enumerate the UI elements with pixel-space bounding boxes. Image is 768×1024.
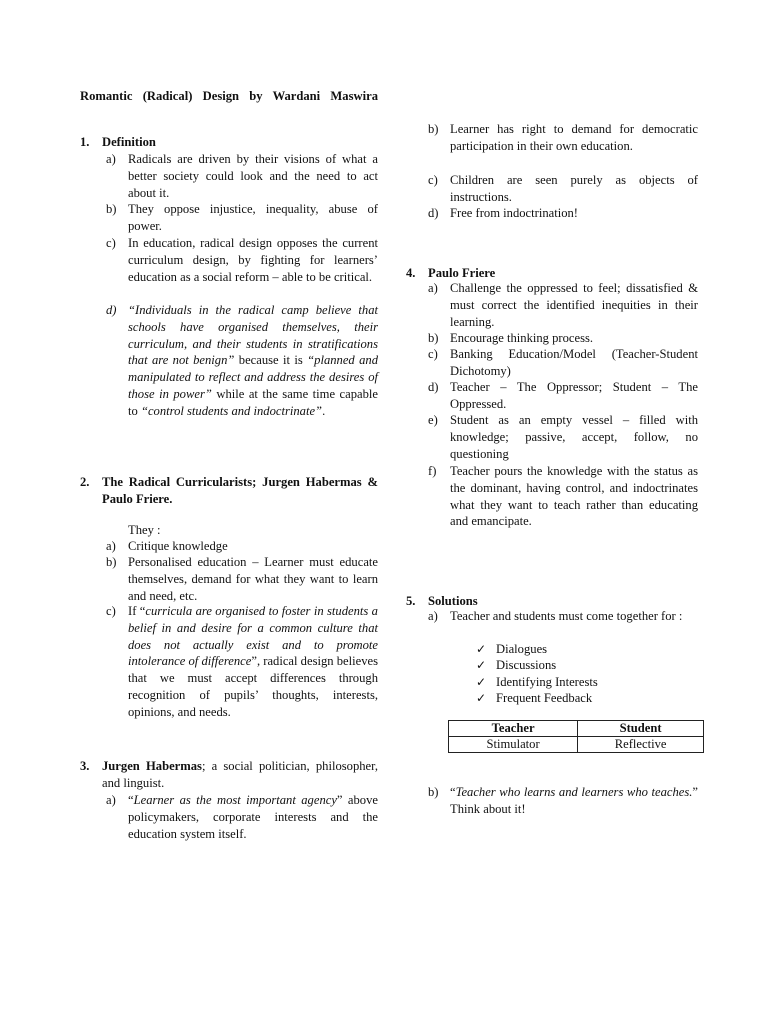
- s2-item-a-label: a): [106, 539, 116, 553]
- table-header-teacher: Teacher: [449, 721, 578, 737]
- s4-item-d-text: Teacher – The Oppressor; Student – The Oppressed.: [450, 380, 698, 411]
- s2-intro: They :: [128, 523, 161, 537]
- section-2-heading: [80, 474, 378, 508]
- section-4-number: 4.: [406, 266, 416, 280]
- s3-item-c-text: Children are seen purely as objects of instructions.: [450, 173, 698, 204]
- s3-item-d-text: Free from indoctrination!: [450, 206, 578, 220]
- s1-item-c: [106, 235, 378, 285]
- s3-item-b-text: Learner has right to demand for democratic participation in their own education.: [450, 122, 698, 153]
- s4-item-c-label: c): [428, 347, 438, 361]
- section-2-number: 2.: [80, 475, 90, 489]
- s1-item-b: [106, 201, 378, 235]
- s4-item-c-text: Banking Education/Model (Teacher-Student Dichotomy): [450, 347, 698, 378]
- s1-item-a-text: Radicals are driven by their visions of what a better society could look and the need to act about it.: [128, 152, 378, 200]
- s1-item-b-label: b): [106, 202, 117, 216]
- s3-item-d: [428, 205, 698, 222]
- s3-item-b-label: b): [428, 122, 439, 136]
- s2-item-b-text: Personalised education – Learner must educate themselves, demand for what they want to learn and need, etc.: [128, 555, 378, 603]
- s4-item-e: [428, 412, 698, 462]
- s4-item-e-label: e): [428, 413, 438, 427]
- section-1-heading: [80, 134, 378, 151]
- s4-item-a-label: a): [428, 281, 438, 295]
- s3-item-a-text-1: ” above policymakers, corporate interests and the education system itself.: [128, 793, 378, 841]
- s2-item-a: [106, 538, 378, 555]
- s3-item-b: [428, 121, 698, 155]
- s1-item-d-text-2: while at the same time capable to: [128, 386, 378, 418]
- s3-item-a-text-0: “: [128, 793, 134, 807]
- s3-item-a-quote: Learner as the most important agency: [133, 793, 337, 807]
- s4-item-b-label: b): [428, 331, 439, 345]
- table-row: [449, 737, 704, 753]
- s5-item-a-label: a): [428, 609, 438, 623]
- s1-item-b-text: They oppose injustice, inequality, abuse of power.: [128, 202, 378, 233]
- s4-item-c: [428, 346, 698, 380]
- checkmark-icon: ✓: [476, 675, 487, 689]
- section-3-heading: [80, 758, 378, 792]
- section-3-subtitle: ; a social politician, philosopher, and linguist.: [102, 759, 378, 790]
- s2-item-a-text: Critique knowledge: [128, 539, 228, 553]
- section-1-title: Definition: [102, 135, 156, 149]
- checklist-item: [476, 674, 598, 691]
- s4-item-f-label: f): [428, 464, 437, 478]
- s4-item-f-text: Teacher pours the knowledge with the status as the dominant, having control, and indoctrinates what they want to teach rather than educating and emancipate.: [450, 464, 698, 529]
- section-5-title: Solutions: [428, 594, 478, 608]
- checklist-item-label: Frequent Feedback: [496, 691, 593, 705]
- s1-item-a: [106, 151, 378, 201]
- table-cell-student: Reflective: [578, 737, 704, 753]
- s5-item-a: [428, 608, 698, 625]
- s4-item-b-text: Encourage thinking process.: [450, 331, 594, 345]
- section-1-number: 1.: [80, 135, 90, 149]
- s1-item-d-text-3: .: [322, 403, 326, 418]
- s4-item-d: [428, 379, 698, 413]
- checklist-item-label: Dialogues: [496, 642, 548, 656]
- checkmark-icon: ✓: [476, 642, 487, 656]
- s1-item-d-quote-1: “Individuals in the radical camp believe that schools have organised themselves, their curriculum, and their students in stratifications that are not benign”: [128, 303, 378, 368]
- s1-item-d-quote-2: “planned and manipulated to reflect and address the desires of those in power”: [128, 353, 378, 401]
- s5-item-b-text-1: ” Think about it!: [450, 785, 698, 816]
- s4-item-b: [428, 330, 698, 347]
- section-3-title: Jurgen Habermas: [102, 759, 202, 773]
- s1-item-c-label: c): [106, 236, 116, 250]
- s3-item-a-label: a): [106, 793, 116, 807]
- table-cell-teacher: Stimulator: [449, 737, 578, 753]
- table-header-student: Student: [578, 721, 704, 737]
- section-3-number: 3.: [80, 759, 90, 773]
- checklist-item-label: Identifying Interests: [496, 675, 598, 689]
- s2-item-c-text-0: If “: [128, 604, 146, 618]
- s4-item-d-label: d): [428, 380, 439, 394]
- s5-item-b-text-0: “: [450, 785, 456, 799]
- document-title: Romantic (Radical) Design by Wardani Maswira: [80, 89, 378, 103]
- s1-item-d-text-1: because it is: [234, 353, 308, 368]
- s5-item-b-quote: Teacher who learns and learners who teaches.: [455, 785, 693, 799]
- s1-item-d: [106, 302, 378, 420]
- teacher-student-table: [448, 720, 704, 753]
- s2-item-c: [106, 603, 378, 721]
- s1-item-d-label: d): [106, 303, 117, 317]
- s1-item-d-quote-3: “control students and indoctrinate”: [140, 403, 323, 418]
- s2-item-c-label: c): [106, 604, 116, 618]
- s3-item-c: [428, 172, 698, 206]
- s2-item-c-text-1: ”, radical design believes that we must accept differences through recognition of pupils’ thoughts, interests, opinions, and needs.: [128, 654, 378, 719]
- checklist-item: [476, 690, 593, 707]
- s2-item-c-quote: curricula are organised to foster in students a belief in and desire for a common culture that does not actually exist and to promote intolerance of difference: [128, 604, 378, 669]
- s4-item-e-text: Student as an empty vessel – filled with knowledge; passive, accept, follow, no questioning: [450, 413, 698, 461]
- s3-item-d-label: d): [428, 206, 439, 220]
- s2-item-b: [106, 554, 378, 604]
- section-5-number: 5.: [406, 594, 416, 608]
- checkmark-icon: ✓: [476, 658, 487, 672]
- s3-item-c-label: c): [428, 173, 438, 187]
- s4-item-f: [428, 463, 698, 530]
- s4-item-a-text: Challenge the oppressed to feel; dissatisfied & must correct the identified inequities in their learning.: [450, 281, 698, 329]
- table-header-row: [449, 721, 704, 737]
- s2-item-b-label: b): [106, 555, 117, 569]
- checklist-item-label: Discussions: [496, 658, 557, 672]
- checklist-item: [476, 641, 548, 658]
- s1-item-a-label: a): [106, 152, 116, 166]
- section-4-title: Paulo Friere: [428, 266, 496, 280]
- checklist-item: [476, 657, 557, 674]
- section-2-title: The Radical Curricularists; Jurgen Habermas & Paulo Friere.: [102, 475, 378, 506]
- s5-item-a-text: Teacher and students must come together for :: [450, 609, 683, 623]
- s4-item-a: [428, 280, 698, 330]
- checkmark-icon: ✓: [476, 691, 487, 705]
- s1-item-c-text: In education, radical design opposes the current curriculum design, by fighting for learners’ education as a social reform – able to be critical.: [128, 236, 378, 284]
- s3-item-a: [106, 792, 378, 842]
- s5-item-b-label: b): [428, 785, 439, 799]
- s5-item-b: [428, 784, 698, 818]
